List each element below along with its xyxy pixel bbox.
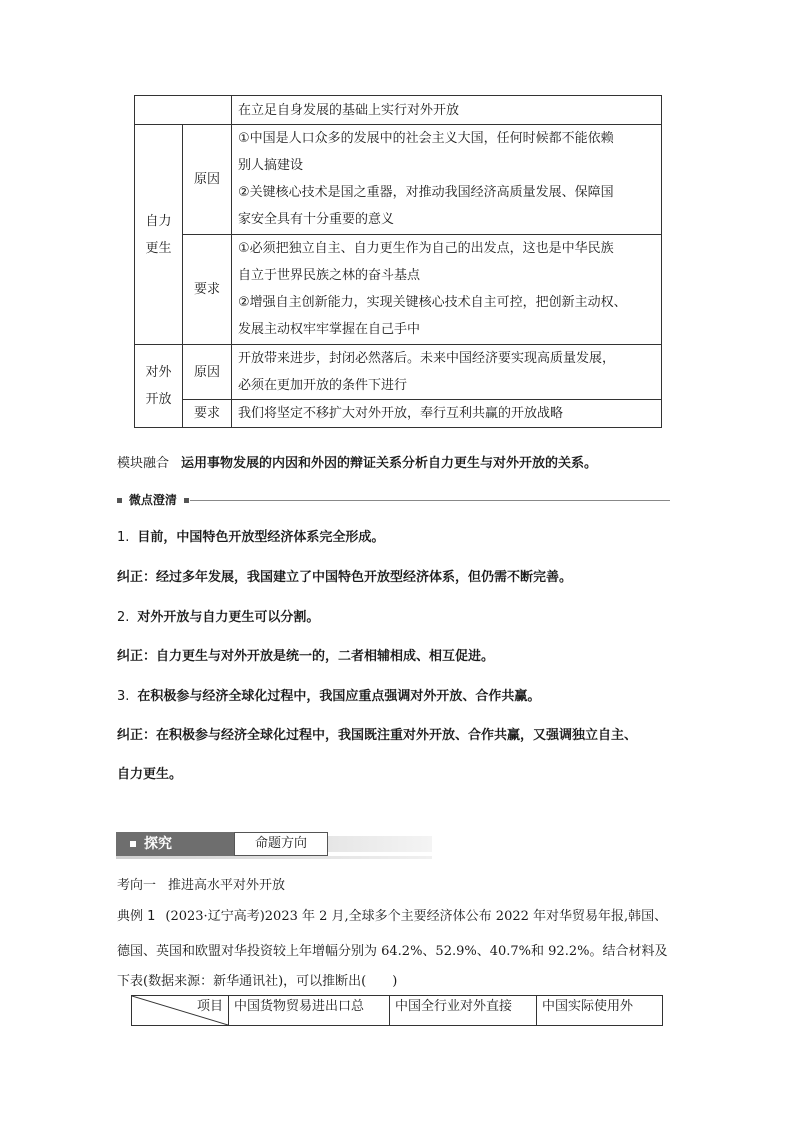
reason-line: ②关键核心技术是国之重器，对推动我国经济高质量发展、保障国 [238,185,614,200]
example-source: (2023·辽宁高考) [165,909,265,924]
banner-shadow [116,856,432,859]
opening-up-requirement-content: 我们将坚定不移扩大对外开放，奉行互利共赢的开放战略 [232,400,662,428]
table-cell-opening-basis: 在立足自身发展的基础上实行对外开放 [232,96,662,125]
table-header-cell: 中国全行业对外直接 [390,996,537,1026]
table-row [135,345,662,400]
opening-up-reason-label: 原因 [183,345,232,400]
reason-line: 开放带来进步，封闭必然落后。未来中国经济要实现高质量发展， [238,351,616,366]
table-cell-empty [135,96,232,125]
divider [190,500,670,501]
clarification-correction-1: 纠正：经过多年发展，我国建立了中国特色开放型经济体系，但仍需不断完善。 [117,570,573,585]
item-statement: 目前，中国特色开放型经济体系完全形成。 [137,530,385,545]
micro-clarification-title: 微点澄清 [128,493,177,507]
banner-decoration [328,836,432,852]
module-fusion [117,450,597,477]
table-row [135,400,662,428]
table-row [135,96,662,125]
self-reliance-reason-label: 原因 [183,125,232,235]
self-reliance-label [135,125,183,345]
requirement-line: 发展主动权牢牢掌握在自己手中 [238,322,421,337]
requirement-line: ②增强自主创新能力，实现关键核心技术自主可控，把创新主动权、 [238,295,627,310]
table-row [135,235,662,345]
direction-label: 考向一 [117,878,157,893]
opening-up-label [135,345,183,428]
clarification-statement-3 [117,683,540,710]
clarification-correction-3-line2: 自力更生。 [117,767,183,782]
explore-title: 探究 [144,836,172,852]
direction-heading [117,872,285,899]
clarification-correction-2: 纠正：自力更生与对外开放是统一的，二者相辅相成、相互促进。 [117,649,495,664]
item-statement: 对外开放与自力更生可以分割。 [137,610,320,625]
table-header-cell: 中国实际使用外 [537,996,663,1026]
table-row [135,125,662,235]
data-table [131,995,663,1026]
example-line-1 [117,903,667,930]
table-header-item [132,996,229,1026]
example-line-3: 下表(数据来源：新华通讯社)，可以推断出( ) [117,974,398,989]
header-item-label: 项目 [196,999,223,1014]
module-fusion-label: 模块融合 [117,456,170,471]
explore-title-block [116,832,234,856]
clarification-correction-3-line1: 纠正：在积极参与经济全球化过程中，我国既注重对外开放、合作共赢，又强调独立自主、 [117,728,638,743]
opening-up-label-line2: 开放 [145,392,172,407]
micro-clarification-header [117,490,189,510]
example-text: 2023 年 2 月,全球多个主要经济体公布 2022 年对华贸易年报,韩国、 [264,909,668,924]
opening-up-reason-content [232,345,662,400]
comparison-table [134,95,662,428]
square-bullet-icon [130,841,136,847]
self-reliance-reason-content [232,125,662,235]
module-fusion-text: 运用事物发展的内因和外因的辩证关系分析自力更生与对外开放的关系。 [181,456,598,471]
self-reliance-requirement-label: 要求 [183,235,232,345]
example-line-2: 德国、英国和欧盟对华投资较上年增幅分别为 64.2%、52.9%、40.7%和 92.2%。结合材料及 [117,944,668,959]
clarification-statement-2 [117,604,319,631]
reason-line: ①中国是人口众多的发展中的社会主义大国，任何时候都不能依赖 [238,131,614,146]
item-number: 3. [117,689,130,704]
explore-banner [116,832,432,858]
example-label: 典例 1 [117,909,156,924]
table-header-row [132,996,663,1026]
reason-line: 别人搞建设 [238,158,304,173]
explore-subtitle: 命题方向 [234,832,328,856]
requirement-line: 自立于世界民族之林的奋斗基点 [238,268,421,283]
item-statement: 在积极参与经济全球化过程中，我国应重点强调对外开放、合作共赢。 [137,689,541,704]
table-header-cell: 中国货物贸易进出口总 [229,996,390,1026]
self-reliance-requirement-content [232,235,662,345]
opening-up-label-line1: 对外 [145,365,172,380]
opening-up-requirement-label: 要求 [183,400,232,428]
requirement-line: ①必须把独立自主、自力更生作为自己的出发点，这也是中华民族 [238,241,614,256]
square-bullet-icon [184,498,189,503]
item-number: 1. [117,530,130,545]
reason-line: 必须在更加开放的条件下进行 [238,378,408,393]
direction-text: 推进高水平对外开放 [168,878,286,893]
square-bullet-icon [117,498,122,503]
self-reliance-label-line2: 更生 [145,240,172,256]
clarification-statement-1 [117,524,384,551]
self-reliance-label-line1: 自力 [145,213,172,229]
reason-line: 家安全具有十分重要的意义 [238,212,395,227]
item-number: 2. [117,610,130,625]
